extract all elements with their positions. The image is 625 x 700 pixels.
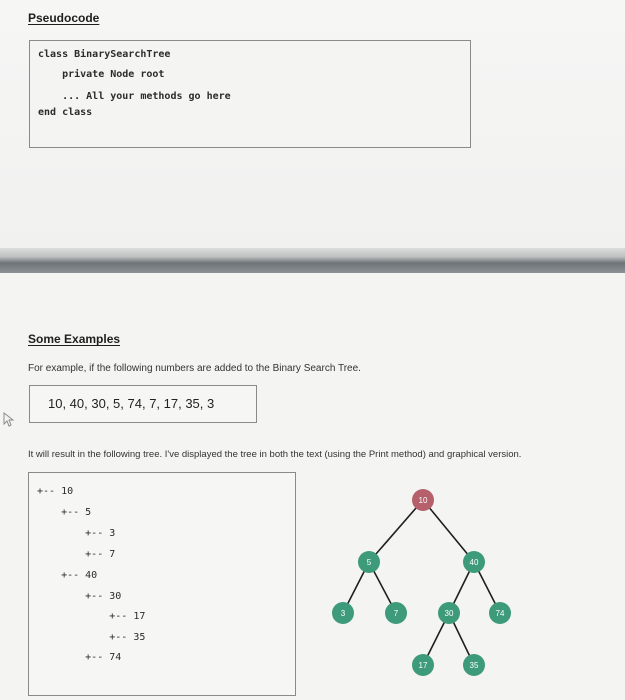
tree-line: +-- 40 — [37, 570, 98, 581]
code-line: end class — [38, 107, 93, 118]
tree-line: +-- 17 — [37, 611, 146, 622]
intro-text: For example, if the following numbers are added to the Binary Search Tree. — [28, 363, 361, 374]
page-divider — [0, 248, 625, 273]
tree-diagram — [300, 480, 525, 680]
tree-node-label: 30 — [444, 609, 454, 618]
tree-line: +-- 10 — [37, 486, 74, 497]
tree-node-label: 40 — [469, 558, 479, 567]
tree-line: +-- 35 — [37, 632, 146, 643]
code-line: ... All your methods go here — [38, 91, 231, 102]
code-line: class BinarySearchTree — [38, 49, 171, 60]
tree-node-label: 74 — [495, 609, 505, 618]
tree-node-label: 35 — [469, 661, 479, 670]
tree-line: +-- 5 — [37, 507, 92, 518]
pseudocode-box — [29, 40, 471, 148]
tree-edge — [423, 500, 474, 562]
tree-line: +-- 3 — [37, 528, 116, 539]
tree-node-label: 17 — [418, 661, 428, 670]
numbers-list: 10, 40, 30, 5, 74, 7, 17, 35, 3 — [48, 396, 215, 411]
tree-line: +-- 74 — [37, 652, 122, 663]
pseudocode-heading: Pseudocode — [28, 11, 100, 25]
tree-node-label: 10 — [418, 496, 428, 505]
tree-node-label: 3 — [340, 609, 346, 618]
tree-line: +-- 30 — [37, 591, 122, 602]
mouse-cursor-icon — [3, 412, 17, 428]
tree-line: +-- 7 — [37, 549, 116, 560]
examples-heading: Some Examples — [28, 332, 121, 346]
result-text: It will result in the following tree. I've displayed the tree in both the text (using the Print method) and graphical version. — [28, 449, 522, 460]
tree-edge — [369, 500, 423, 562]
code-line: private Node root — [38, 69, 165, 80]
text-tree-box — [28, 472, 296, 696]
tree-node-label: 7 — [393, 609, 399, 618]
numbers-box — [29, 385, 257, 423]
tree-node-label: 5 — [366, 558, 372, 567]
